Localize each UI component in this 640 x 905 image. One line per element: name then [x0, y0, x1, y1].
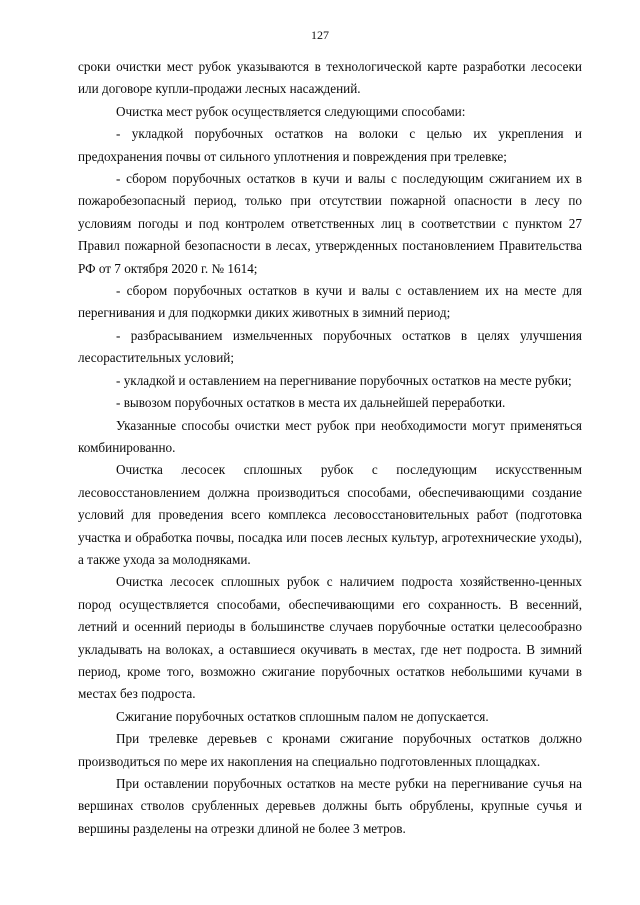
list-item-leaving-on-site: - укладкой и оставлением на перегнивание порубочных остатков на месте рубки; — [116, 372, 572, 388]
body-text — [78, 56, 582, 840]
page-number: 127 — [311, 28, 329, 42]
paragraph-skidding-crowns: При трелевке деревьев с кронами сжигание порубочных остатков должно производиться по мере их накопления на специально подготовленных площадках. — [78, 731, 582, 769]
list-item-skid-trails: - укладкой порубочных остатков на волоки с целью их укрепления и предохранения почвы от сильного уплотнения и повреждения при трелевке; — [78, 126, 582, 164]
paragraph-no-burning: Сжигание порубочных остатков сплошным палом не допускается. — [116, 708, 489, 724]
paragraph-branches: При оставлении порубочных остатков на месте рубки на перегнивание сучья на вершинах стволов срубленных деревьев должны быть обрублены, крупные сучья и вершины разделены на отрезки длиной не более 3 метров. — [78, 776, 582, 836]
paragraph-combined: Указанные способы очистки мест рубок при необходимости могут применяться комбинированно. — [78, 417, 582, 455]
paragraph-undergrowth: Очистка лесосек сплошных рубок с наличием подроста хозяйственно-ценных пород осуществляется способами, обеспечивающими его сохранность. В весенний, летний и осенний периоды в большинстве случаев порубочные остатки целесообразно укладывать на волоках, а оставшиеся окучивать в местах, где нет подроста. В зимний период, кроме того, возможно сжигание порубочных остатков небольшими кучами в местах без подроста. — [78, 574, 582, 702]
paragraph-methods-intro: Очистка мест рубок осуществляется следующими способами: — [116, 103, 466, 119]
list-item-scattering: - разбрасыванием измельченных порубочных остатков в целях улучшения лесорастительных условий; — [78, 327, 582, 366]
list-item-removal: - вывозом порубочных остатков в места их дальнейшей переработки. — [116, 395, 506, 411]
list-item-burning: - сбором порубочных остатков в кучи и валы с последующим сжиганием их в пожаробезопасный период, только при отсутствии пожарной опасности в лесу по условиям погоды и под контролем ответственных лиц в соответствии с пунктом 27 Правил пожарной безопасности в лесах, утвержденных постановлением Правительства РФ от 7 октября 2020 г. № 1614; — [78, 171, 582, 276]
list-item-piles-rotting: - сбором порубочных остатков в кучи и валы с оставлением их на месте для перегнивания и для подкормки диких животных в зимний период; — [78, 283, 582, 321]
paragraph-artificial-reforestation: Очистка лесосек сплошных рубок с последующим искусственным лесовосстановлением должна производиться способами, обеспечивающими создание условий для проведения всего комплекса лесовосстановительных работ (подготовка участка и обработка почвы, посадка или посев лесных культур, агротехнические уходы), а также ухода за молодняками. — [78, 462, 582, 567]
paragraph-continuation: сроки очистки мест рубок указываются в технологической карте разработки лесосеки или договоре купли-продажи лесных насаждений. — [78, 59, 582, 97]
